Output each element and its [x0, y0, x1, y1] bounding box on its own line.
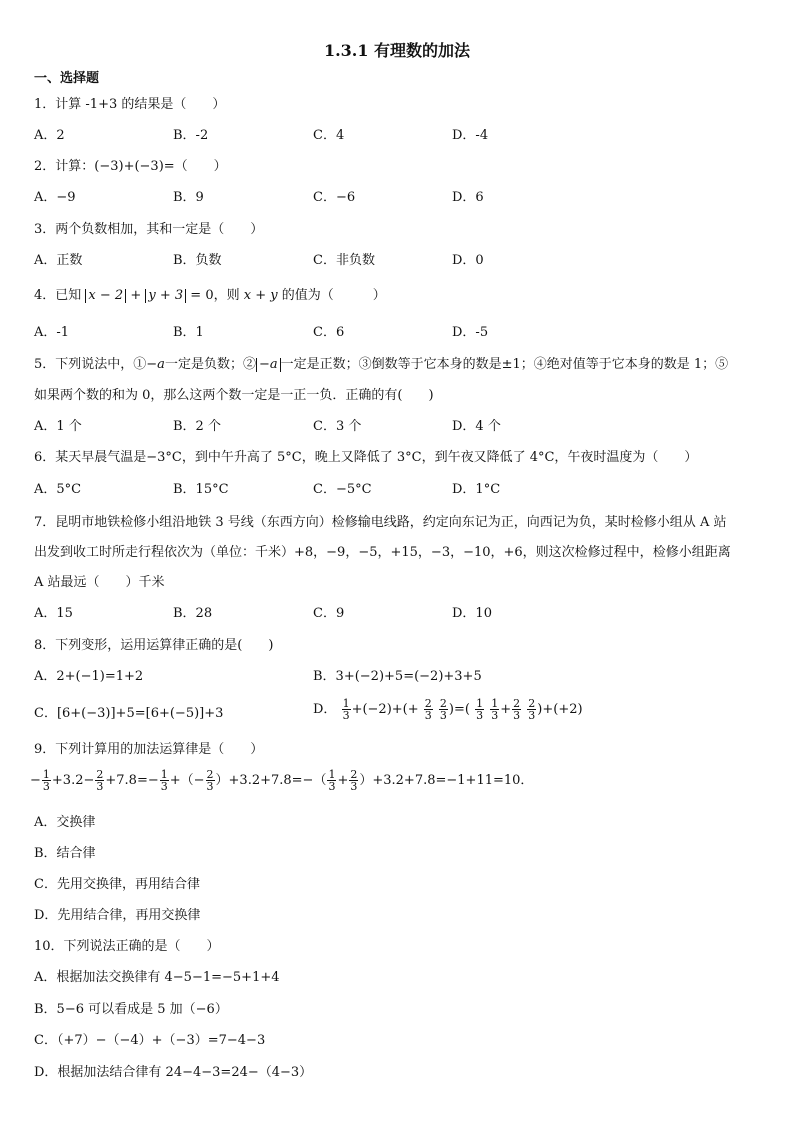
q4-option-b: B．1 [173, 325, 204, 340]
q4-plus: + [130, 288, 142, 303]
section-heading: 一、选择题 [34, 71, 100, 86]
q4-option-c: C．6 [313, 325, 345, 340]
fraction: $\frac{2}{3}$ [528, 697, 536, 722]
q5-option-c: C．3 个 [313, 419, 362, 434]
q10-option-d: D．根据加法结合律有 24−4−3=24−（4−3） [34, 1065, 313, 1080]
q3-option-c: C．非负数 [313, 253, 375, 268]
question-4 [34, 287, 386, 305]
question-6: 6．某天早晨气温是−3°C，到中午升高了 5°C，晚上又降低了 3°C，到午夜又降低了 4°C，午夜时温度为（ ） [34, 450, 698, 465]
q10-option-b: B．5−6 可以看成是 5 加（−6） [34, 1002, 228, 1017]
q9-term-1: +3.2− [51, 773, 95, 788]
fraction: $\frac{2}{3}$ [424, 697, 432, 722]
q3-option-b: B．负数 [173, 253, 222, 268]
q1-option-c: C．4 [313, 128, 345, 143]
question-1: 1．计算 -1+3 的结果是（ ） [34, 97, 226, 112]
q7-option-a: A．15 [34, 606, 73, 621]
question-3: 3．两个负数相加，其和一定是（ ） [34, 222, 264, 237]
q5-option-b: B．2 个 [173, 419, 221, 434]
q2-option-b: B．9 [173, 190, 204, 205]
q9-option-d: D．先用结合律，再用交换律 [34, 908, 201, 923]
q5-part-1: 5．下列说法中，① [34, 357, 147, 372]
q1-option-b: B．-2 [173, 128, 209, 143]
fraction: $\frac{1}{3}$ [328, 768, 336, 793]
fraction: $\frac{1}{3}$ [160, 768, 168, 793]
q6-option-b: B．15°C [173, 482, 229, 497]
q1-option-d: D．-4 [452, 128, 489, 143]
question-7-line-1: 7．昆明市地铁检修小组沿地铁 3 号线（东西方向）检修输电线路，约定向东记为正，向西记为负，某时检修小组从 A 站 [34, 515, 727, 530]
question-7-line-3: A 站最远（ ）千米 [34, 575, 165, 590]
q5-var-1: −a [146, 357, 165, 372]
fraction: $\frac{2}{3}$ [350, 768, 358, 793]
question-7-line-2: 出发到收工时所走行程依次为（单位：千米）+8，−9，−5，+15，−3，−10，+6，则这次检修过程中，检修小组距离 [34, 545, 731, 560]
question-5-line-1 [34, 356, 728, 374]
q9-option-c: C．先用交换律，再用结合律 [34, 877, 200, 892]
question-5-line-2: 如果两个数的和为 0，那么这两个数一定是一正一负．正确的有( ) [34, 388, 434, 403]
fraction: $\frac{1}{3}$ [342, 697, 350, 722]
q9-option-b: B．结合律 [34, 846, 96, 861]
q9-term-5: + [337, 773, 349, 788]
q6-option-d: D．1°C [452, 482, 501, 497]
q7-option-d: D．10 [452, 606, 492, 621]
q4-option-a: A．-1 [34, 325, 70, 340]
q10-option-a: A．根据加法交换律有 4−5−1=−5+1+4 [34, 970, 280, 985]
q5-option-a: A．1 个 [34, 419, 82, 434]
q8-d-term-4: )+(+2) [537, 702, 583, 717]
q4-prefix: 4．已知 [34, 288, 82, 303]
fraction: $\frac{1}{3}$ [476, 697, 484, 722]
q6-option-a: A．5°C [34, 482, 82, 497]
q9-term-6: ）+3.2+7.8=−1+11=10． [359, 773, 534, 788]
q9-term-3: +（− [169, 773, 205, 788]
q9-minus: − [30, 773, 41, 788]
q5-part-3: 一定是正数；③倒数等于它本身的数是±1；④绝对值等于它本身的数是 1；⑤ [280, 357, 729, 372]
q6-option-c: C．−5°C [313, 482, 372, 497]
fraction: $\frac{2}{3}$ [96, 768, 104, 793]
q2-option-d: D．6 [452, 190, 484, 205]
fraction: $\frac{2}{3}$ [513, 697, 521, 722]
q5-abs: −a [256, 358, 281, 372]
q8-d-term-1: +(−2)+(+ [351, 702, 419, 717]
fraction: $\frac{2}{3}$ [206, 768, 214, 793]
q3-option-a: A．正数 [34, 253, 83, 268]
q4-expression: x + y [243, 288, 278, 303]
q8-d-term-2: )=( [448, 702, 470, 717]
q4-abs-x: x − 2 [85, 289, 126, 303]
q9-term-4: ）+3.2+7.8=−（ [215, 773, 327, 788]
q8-option-a: A．2+(−1)=1+2 [34, 669, 144, 684]
q9-expression [30, 769, 533, 792]
fraction: $\frac{1}{3}$ [491, 697, 499, 722]
q5-part-2: 一定是负数；② [164, 357, 256, 372]
question-2: 2．计算：(−3)+(−3)=（ ） [34, 159, 227, 174]
q2-option-a: A．−9 [34, 190, 76, 205]
q8-option-d [313, 698, 583, 721]
q7-option-c: C．9 [313, 606, 345, 621]
q8-d-label: D． [313, 702, 337, 717]
q8-d-term-3: + [500, 702, 512, 717]
q4-option-d: D．-5 [452, 325, 489, 340]
q1-option-a: A．2 [34, 128, 65, 143]
q7-option-b: B．28 [173, 606, 213, 621]
fraction: $\frac{2}{3}$ [439, 697, 447, 722]
question-9: 9．下列计算用的加法运算律是（ ） [34, 742, 264, 757]
q4-abs-y: y + 3 [145, 289, 186, 303]
question-10: 10．下列说法正确的是（ ） [34, 939, 220, 954]
q10-option-c: C．（+7）−（−4）+（−3）=7−4−3 [34, 1033, 266, 1048]
fraction: $\frac{1}{3}$ [42, 768, 50, 793]
q3-option-d: D．0 [452, 253, 484, 268]
q5-option-d: D．4 个 [452, 419, 501, 434]
q2-option-c: C．−6 [313, 190, 356, 205]
q8-option-c: C．[6+(−3)]+5=[6+(−5)]+3 [34, 706, 224, 721]
q4-equals: = 0，则 [190, 288, 240, 303]
page-title: 1.3.1 有理数的加法 [323, 41, 471, 60]
q9-option-a: A．交换律 [34, 815, 96, 830]
q8-option-b: B．3+(−2)+5=(−2)+3+5 [313, 669, 482, 684]
question-8: 8．下列变形，运用运算律正确的是( ) [34, 638, 274, 653]
q9-term-2: +7.8=− [105, 773, 159, 788]
q4-suffix: 的值为（ ） [281, 288, 386, 303]
